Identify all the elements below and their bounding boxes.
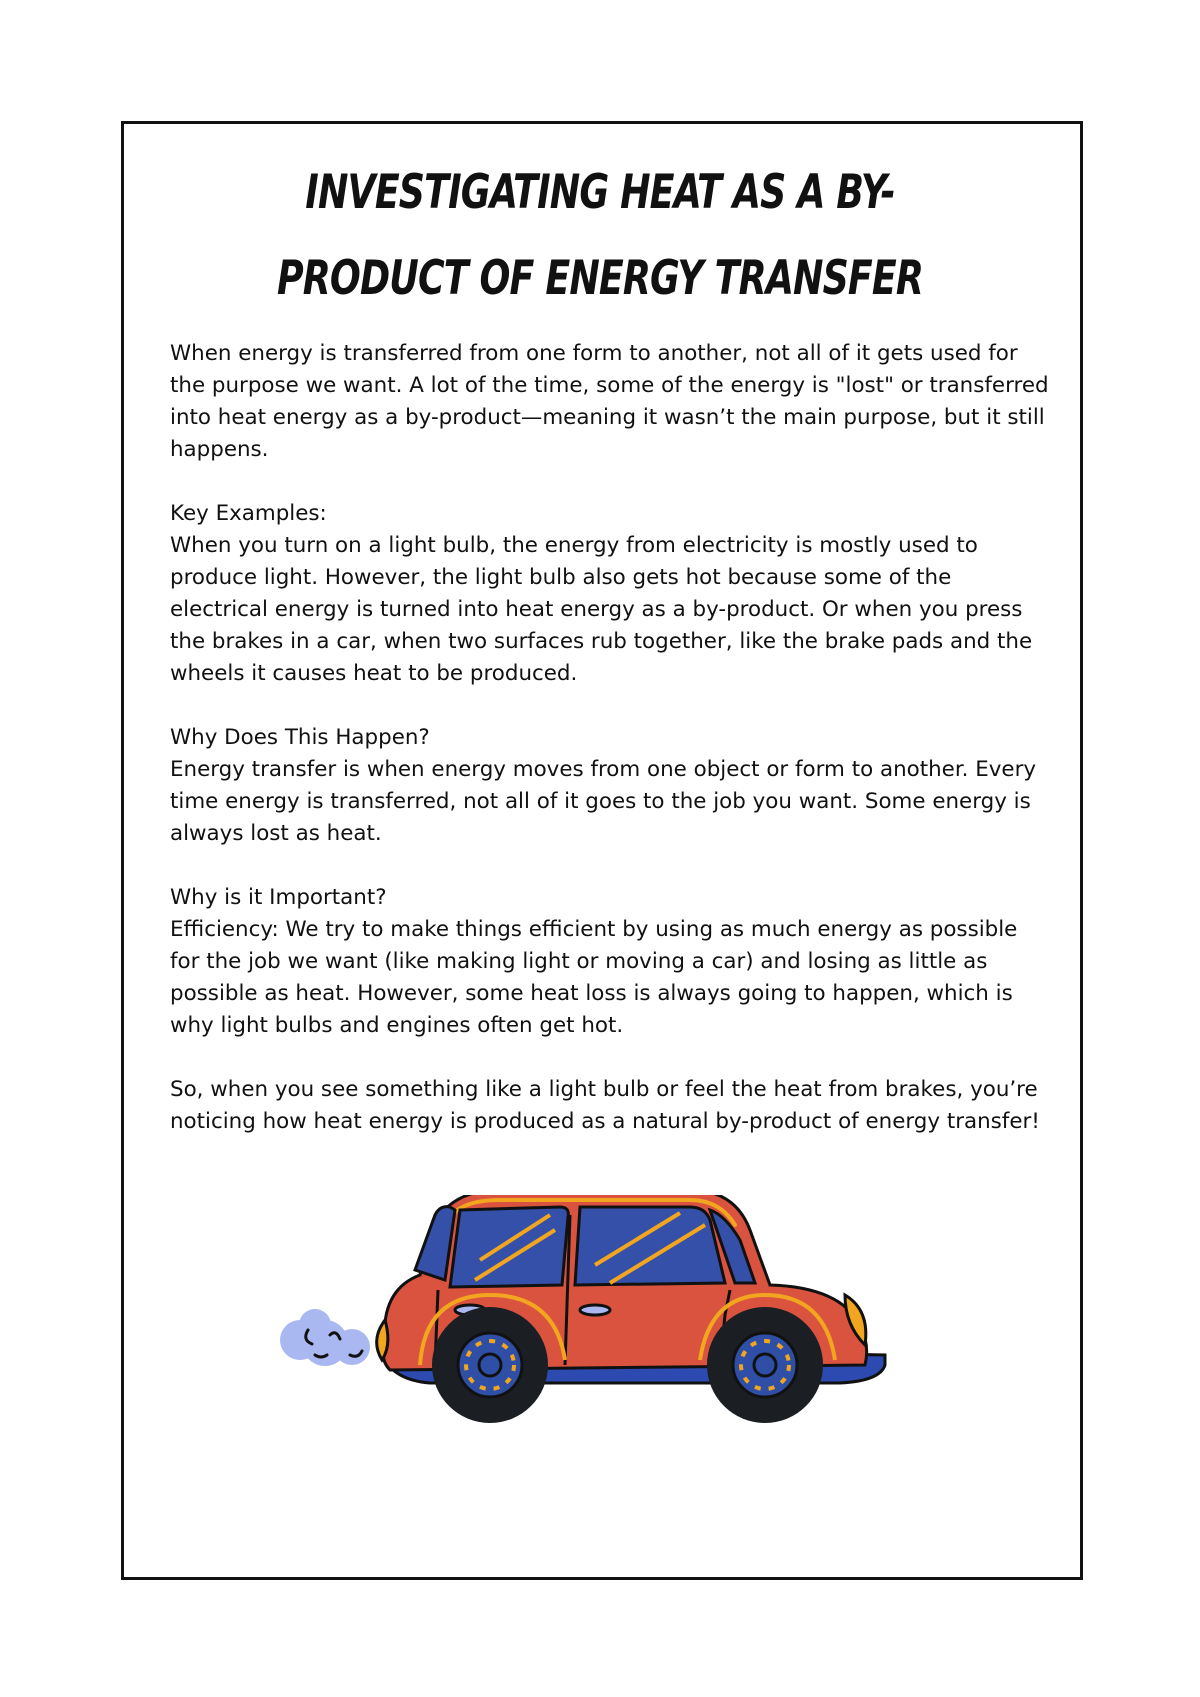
back-window bbox=[450, 1207, 568, 1287]
rear-light bbox=[377, 1320, 388, 1360]
article-body bbox=[170, 338, 1050, 1170]
why-important-heading: Why is it Important? bbox=[170, 885, 387, 910]
rear-wheel-icon bbox=[432, 1307, 548, 1423]
key-examples-paragraph: When you turn on a light bulb, the energy from electricity is mostly used to produce light. However, the light bulb also gets hot because some of the electrical energy is turned into heat energy as a by-product. Or when you press the brakes in a car, when two surfaces rub together, like the brake pads and the wheels it causes heat to be produced. bbox=[170, 533, 1033, 686]
intro-paragraph: When energy is transferred from one form to another, not all of it gets used for the purpose we want. A lot of the time, some of the energy is "lost" or transferred into heat energy as a by-product—meaning it wasn’t the main purpose, but it still happens. bbox=[170, 341, 1049, 462]
why-important-paragraph: Efficiency: We try to make things efficient by using as much energy as possible for the job we want (like making light or moving a car) and losing as little as possible as heat. However, some heat loss is always going to happen, which is why light bulbs and engines often get hot. bbox=[170, 917, 1018, 1038]
why-happen-heading: Why Does This Happen? bbox=[170, 725, 430, 750]
why-happen-paragraph: Energy transfer is when energy moves from one object or form to another. Every time energy is transferred, not all of it goes to the job you want. Some energy is always lost as heat. bbox=[170, 757, 1037, 846]
exhaust-cloud-icon bbox=[280, 1309, 370, 1366]
front-window bbox=[575, 1207, 725, 1285]
page-title: INVESTIGATING HEAT AS A BY-PRODUCT OF ENERGY TRANSFER bbox=[276, 165, 924, 306]
conclusion-paragraph: So, when you see something like a light bulb or feel the heat from brakes, you’re noticing how heat energy is produced as a natural by-product of energy transfer! bbox=[170, 1077, 1040, 1134]
car-illustration bbox=[280, 1195, 930, 1555]
front-wheel-icon bbox=[707, 1307, 823, 1423]
key-examples-heading: Key Examples: bbox=[170, 501, 327, 526]
